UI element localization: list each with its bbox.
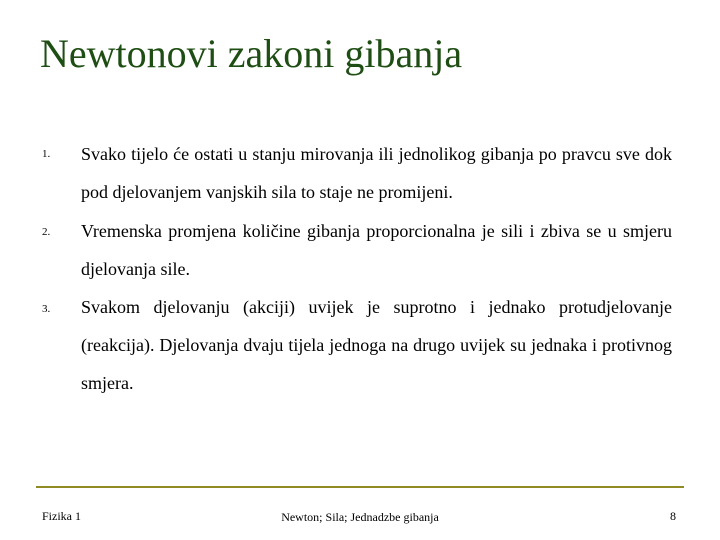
list-item-number: 3. [42, 303, 51, 315]
list-item-text: Svakom djelovanju (akciji) uvijek je suprotno i jednako protudjelovanje (reakcija). Djelovanja dvaju tijela jednoga na drugo uvijek su jednaka i protivnog smjera. [81, 297, 672, 393]
footer-topic-label: Newton; Sila; Jednadzbe gibanja [281, 510, 439, 524]
list-item-number: 1. [42, 148, 51, 160]
list-item-text: Svako tijelo će ostati u stanju mirovanja ili jednolikog gibanja po pravcu sve dok pod djelovanjem vanjskih sila to staje ne promijeni. [81, 144, 672, 202]
footer-course-label: Fizika 1 [42, 509, 81, 523]
list-item-text: Vremenska promjena količine gibanja proporcionalna je sili i zbiva se u smjeru djelovanja sile. [81, 221, 672, 279]
slide-title: Newtonovi zakoni gibanja [40, 31, 463, 76]
page-number: 8 [670, 509, 676, 523]
list-item-number: 2. [42, 226, 51, 238]
footer-divider [36, 486, 684, 488]
